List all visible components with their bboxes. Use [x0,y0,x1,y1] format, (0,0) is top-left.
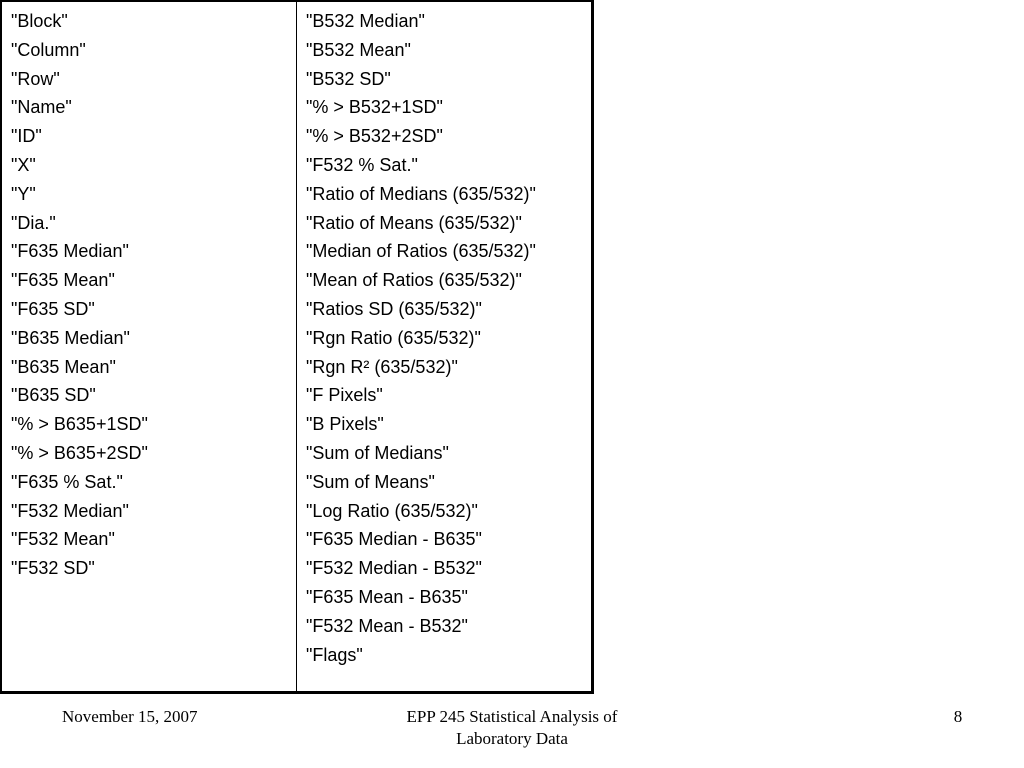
list-item: "Y" [11,183,36,204]
list-item: "B532 Mean" [306,39,411,60]
list-item: "Ratio of Medians (635/532)" [306,183,536,204]
list-item: "Rgn R² (635/532)" [306,356,458,377]
footer-title-line-1: EPP 245 Statistical Analysis of [406,707,618,726]
list-item: "Sum of Medians" [306,442,449,463]
list-item: "Dia." [11,212,56,233]
list-item: "% > B635+2SD" [11,442,148,463]
field-list-left [2,2,296,583]
list-item: "F635 % Sat." [11,471,123,492]
list-item: "Column" [11,39,86,60]
list-item: "Name" [11,97,72,118]
list-item: "F532 % Sat." [306,154,418,175]
list-item: "Ratios SD (635/532)" [306,298,482,319]
list-item: "F635 SD" [11,298,95,319]
list-item: "B635 SD" [11,385,96,406]
list-item: "X" [11,154,36,175]
list-item: "Mean of Ratios (635/532)" [306,270,522,291]
list-item: "Median of Ratios (635/532)" [306,241,536,262]
list-item: "F532 Mean - B532" [306,615,468,636]
list-item: "B635 Median" [11,327,130,348]
list-item: "B Pixels" [306,414,384,435]
list-item: "F635 Mean - B635" [306,586,468,607]
list-item: "F Pixels" [306,385,383,406]
list-item: "Ratio of Means (635/532)" [306,212,522,233]
list-item: "% > B532+2SD" [306,126,443,147]
list-item: "F635 Median - B635" [306,529,482,550]
list-item: "B532 SD" [306,68,391,89]
list-item: "% > B635+1SD" [11,414,148,435]
list-item: "B635 Mean" [11,356,116,377]
list-item: "Row" [11,68,60,89]
list-item: "F532 SD" [11,558,95,579]
list-item: "F532 Mean" [11,529,115,550]
field-list-right [297,2,591,669]
table-column-left [2,2,297,691]
page-number: 8 [953,707,963,726]
footer-title [360,706,664,750]
list-item: "F635 Mean" [11,270,115,291]
list-item: "ID" [11,126,42,147]
list-item: "F532 Median - B532" [306,558,482,579]
footer-title-line-2: Laboratory Data [456,729,568,748]
list-item: "F635 Median" [11,241,129,262]
list-item: "% > B532+1SD" [306,97,443,118]
table-column-right [297,2,591,691]
list-item: "B532 Median" [306,11,425,31]
list-item: "Flags" [306,644,363,665]
list-item: "Block" [11,11,68,31]
list-item: "Rgn Ratio (635/532)" [306,327,481,348]
list-item: "F532 Median" [11,500,129,521]
footer-date: November 15, 2007 [62,707,198,726]
list-item: "Log Ratio (635/532)" [306,500,478,521]
list-item: "Sum of Means" [306,471,435,492]
